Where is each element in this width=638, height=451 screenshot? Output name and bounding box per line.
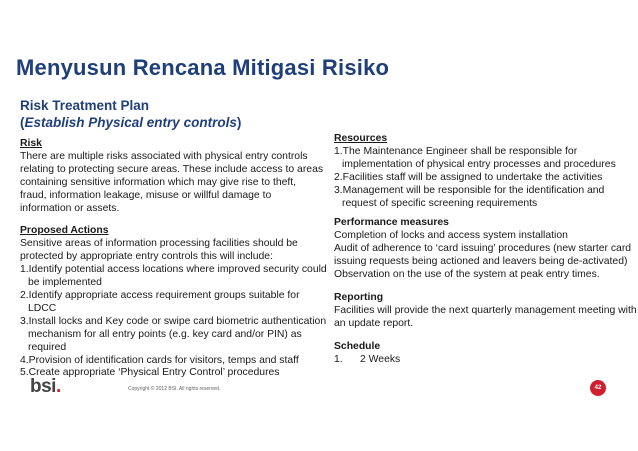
subtitle-paren-close: ) [236, 115, 242, 130]
performance-heading: Performance measures [334, 217, 449, 229]
risk-line: information or assets. [20, 202, 120, 214]
copyright-text: Copyright © 2012 BSI. All rights reserved. [128, 386, 221, 392]
action-line: protected by appropriate entry controls this will include: [20, 251, 273, 263]
resources-line: 1.The Maintenance Engineer shall be responsible for [334, 145, 578, 157]
performance-line: Observation on the use of the system at peak entry times. [334, 269, 600, 281]
performance-line: issuing requests being actioned and leavers being de-activated) [334, 256, 628, 268]
reporting-line: Facilities will provide the next quarterly management meeting with [334, 304, 637, 316]
resources-line: request of specific screening requirements [342, 197, 538, 209]
risk-line: fraud, information leakage, misuse or willful damage to [20, 189, 272, 201]
resources-line: 3.Management will be responsible for the identification and [334, 184, 605, 196]
page-number-badge: 42 [590, 380, 606, 396]
action-line: LDCC [28, 302, 57, 314]
right-column [334, 133, 637, 367]
reporting-line: an update report. [334, 317, 414, 329]
subtitle-paren-open: ( [20, 115, 25, 130]
schedule-item-text: 2 Weeks [360, 353, 401, 365]
action-line: be implemented [28, 277, 102, 289]
action-line: 5.Create appropriate ‘Physical Entry Control’ procedures [20, 367, 280, 379]
action-line: 3.Install locks and Key code or swipe card biometric authentication [20, 315, 327, 327]
subtitle-line-1: Risk Treatment Plan [20, 98, 150, 113]
risk-line: There are multiple risks associated with physical entry controls [20, 150, 308, 162]
resources-line: 2.Facilities staff will be assigned to undertake the activities [334, 171, 603, 183]
performance-line: Audit of adherence to ‘card issuing’ procedures (new starter card [334, 243, 632, 255]
proposed-actions-heading: Proposed Actions [20, 225, 109, 237]
risk-line: containing sensitive information which may give rise to theft, [20, 176, 297, 188]
reporting-heading: Reporting [334, 291, 384, 303]
schedule-item [334, 354, 626, 367]
bsi-logo-dot: . [55, 376, 61, 397]
bsi-logo [30, 376, 61, 398]
left-column [20, 138, 327, 380]
action-line: Sensitive areas of information processing facilities should be [20, 238, 298, 250]
resources-line: implementation of physical entry processes and procedures [342, 158, 616, 170]
subtitle-line-2 [20, 114, 340, 131]
schedule-heading: Schedule [334, 340, 381, 352]
action-line: 1.Identify potential access locations where improved security could [20, 264, 327, 276]
risk-heading: Risk [20, 138, 42, 149]
performance-line: Completion of locks and access system installation [334, 230, 568, 242]
page-subtitle [20, 97, 340, 131]
schedule-item-number: 1. [334, 353, 343, 365]
resources-heading: Resources [334, 133, 388, 144]
action-line: required [28, 341, 67, 353]
risk-line: relating to protecting secure areas. These include access to areas [20, 163, 324, 175]
action-line: 2.Identify appropriate access requirement groups suitable for [20, 289, 300, 301]
action-line: 4.Provision of identification cards for visitors, temps and staff [20, 354, 299, 366]
bsi-logo-text: bsi [30, 376, 56, 397]
page-title: Menyusun Rencana Mitigasi Risiko [16, 55, 390, 80]
subtitle-italic: Establish Physical entry controls [24, 115, 237, 130]
action-line: mechanism for all entry points (e.g. key card and/or PIN) as [28, 328, 302, 340]
